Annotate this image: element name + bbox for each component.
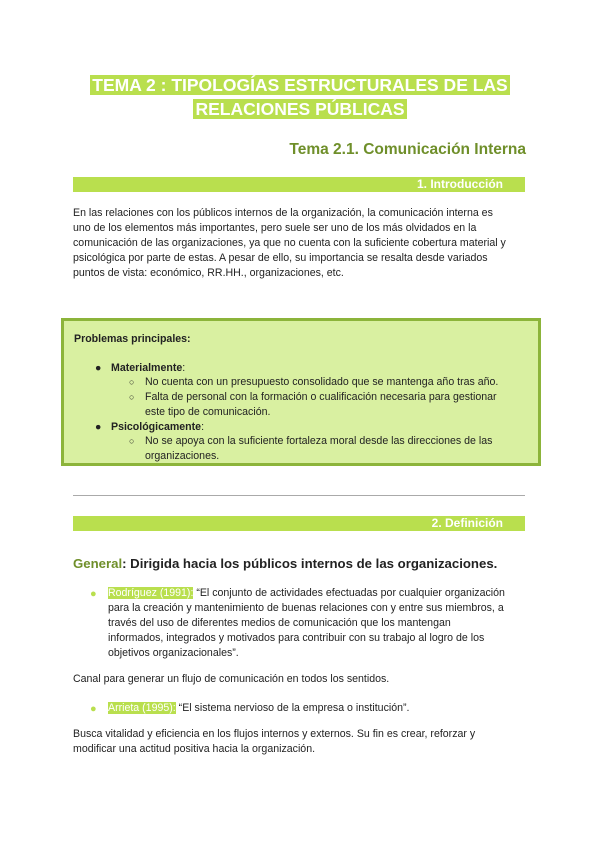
problems-title: Problemas principales: — [74, 333, 191, 345]
bullet-label: Materialmente — [111, 362, 183, 374]
bullet-dot-icon: ● — [95, 421, 102, 433]
text-line: para la creación y mantenimiento de buenas relaciones con y entre sus miembros, a — [108, 602, 504, 614]
subtitle: Tema 2.1. Comunicación Interna — [289, 141, 526, 158]
channel-text: Canal para generar un flujo de comunicación en todos los sentidos. — [73, 673, 390, 685]
problems-box — [61, 318, 541, 466]
text-line: comunicación de las organizaciones, ya que no cuenta con la suficiente cobertura material y — [73, 237, 506, 249]
text-line: objetivos organizacionales”. — [108, 647, 239, 659]
sub-list-item: ○ Falta de personal con la formación o cualificación necesaria para gestionar este tipo de comunicación. — [129, 391, 497, 418]
sub-list-item: ○ No se apoya con la suficiente fortaleza moral desde las direcciones de las organizaciones. — [129, 435, 493, 462]
text-line: En las relaciones con los públicos internos de la organización, la comunicación interna es — [73, 207, 493, 219]
bullet-dot-icon: ● — [90, 703, 97, 715]
text-line: modificar una actitud positiva hacia la organización. — [73, 743, 316, 755]
bullet-dot-icon: ● — [95, 362, 102, 374]
divider — [73, 495, 525, 496]
general-label: General — [73, 556, 123, 571]
bullet-dot-icon: ● — [90, 588, 97, 600]
section-bar-intro — [73, 177, 525, 192]
title-line-2: RELACIONES PÚBLICAS — [195, 99, 405, 119]
quote-arrieta: Arrieta (1995): “El sistema nervioso de la empresa o institución”. — [108, 702, 410, 714]
section-heading-definition: 2. Definición — [431, 516, 503, 530]
text-line: psicológica por parte de estas. A pesar de ello, su importancia se resalta desde variados — [73, 252, 488, 264]
list-item: ● Materialmente: — [95, 362, 186, 374]
sub-list-item: ○ No cuenta con un presupuesto consolidado que se mantenga año tras año. — [129, 376, 499, 388]
text-line: uno de los elementos más importantes, pero suele ser uno de los más olvidados en la — [73, 222, 477, 234]
text-line: Busca vitalidad y eficiencia en los flujos internos y externos. Su fin es crear, reforzar y — [73, 728, 476, 740]
section-heading-intro: 1. Introducción — [416, 177, 503, 191]
bullet-circle-icon: ○ — [129, 436, 135, 446]
page-title — [0, 74, 600, 122]
quote-rodriguez: Rodríguez (1991): “El conjunto de actividades efectuadas por cualquier organización para la creación y mantenimiento de buenas relaciones con y entre sus miembros, a través del uso de diferentes medios de comunicación que los mantengan informados, integrados y motivados para contribuir con su trabajo al logro de los objetivos organizacionales”. — [108, 586, 532, 661]
text-line: puntos de vista: económico, RR.HH., organizaciones, etc. — [73, 267, 344, 279]
general-definition — [73, 556, 497, 571]
closing-paragraph — [73, 727, 529, 757]
bullet-label: Psicológicamente — [111, 421, 202, 433]
quote-author: Arrieta (1995): — [108, 702, 176, 714]
text-line: informados, integrados y motivados para contribuir con su trabajo al logro de los — [108, 632, 485, 644]
bullet-circle-icon: ○ — [129, 392, 135, 402]
title-line-1: TEMA 2 : TIPOLOGÍAS ESTRUCTURALES DE LAS — [92, 75, 508, 95]
intro-paragraph — [73, 206, 529, 281]
quote-author: Rodríguez (1991): — [108, 587, 194, 599]
text-line: través del uso de diferentes medios de comunicación que los mantengan — [108, 617, 451, 629]
section-bar-definition — [73, 516, 525, 531]
list-item: ● Psicológicamente: — [95, 421, 205, 433]
bullet-circle-icon: ○ — [129, 377, 135, 387]
general-text: : Dirigida hacia los públicos internos de las organizaciones. — [122, 556, 498, 571]
